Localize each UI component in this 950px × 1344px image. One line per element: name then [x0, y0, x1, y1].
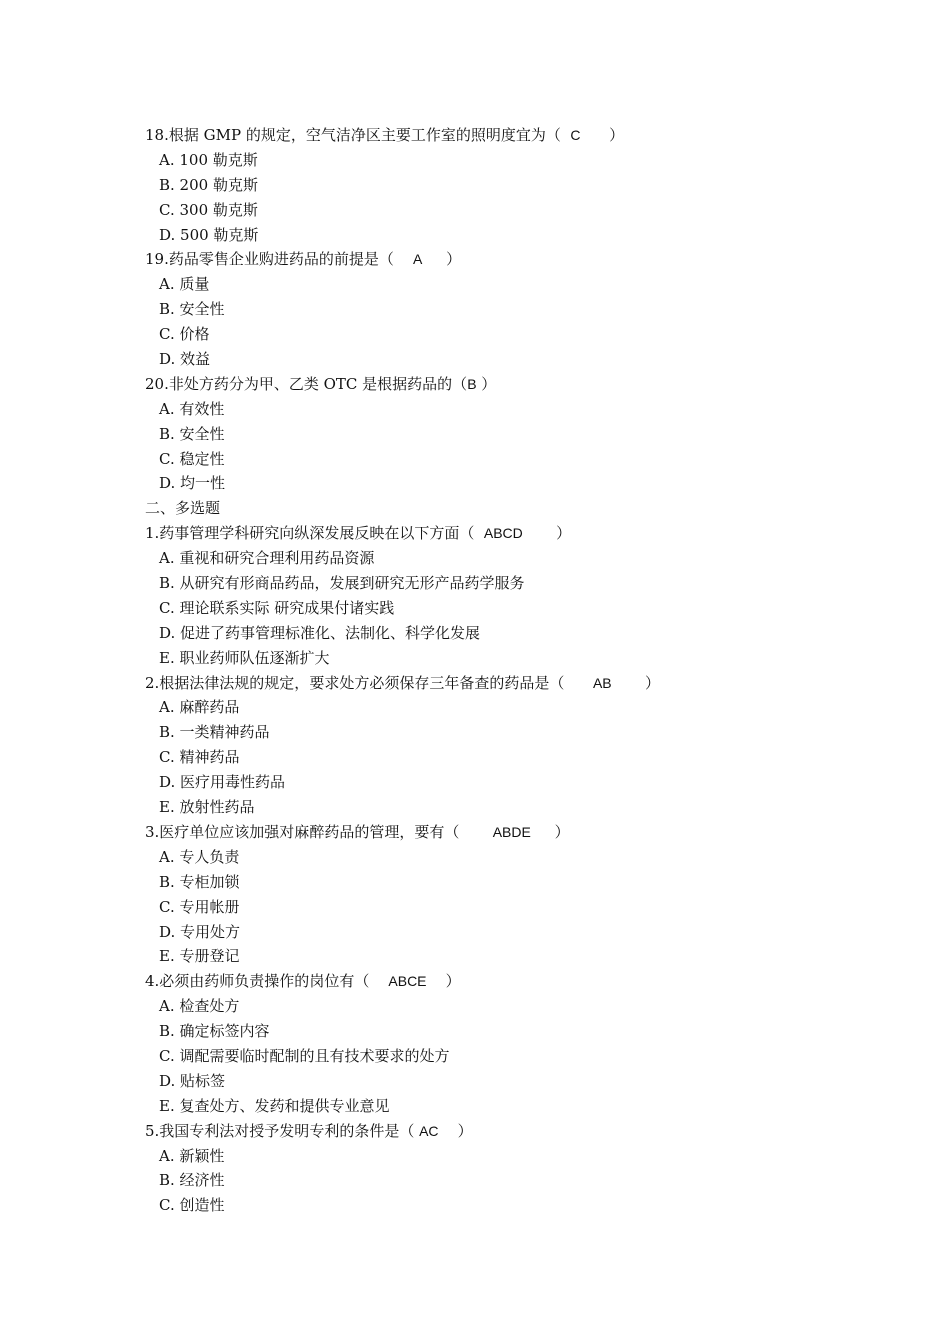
answer-option: E. 专册登记	[159, 947, 240, 966]
question-stem	[145, 521, 905, 546]
question-stem	[145, 969, 905, 994]
question-stem	[145, 247, 905, 272]
question-list	[145, 123, 905, 1218]
answer-option: B. 一类精神药品	[159, 723, 270, 742]
answer-option: E. 复查处方、发药和提供专业意见	[159, 1096, 390, 1115]
answer-key: ABCE	[388, 973, 427, 990]
answer-option: B. 经济性	[159, 1171, 225, 1190]
answer-key: AC	[419, 1122, 439, 1139]
answer-option: A. 重视和研究合理利用药品资源	[159, 549, 375, 568]
question-text: 3.医疗单位应该加强对麻醉药品的管理，要有（	[145, 822, 493, 841]
question-text: 18.根据 GMP 的规定，空气洁净区主要工作室的照明度宜为（	[145, 126, 571, 144]
answer-key: B	[467, 375, 477, 392]
answer-key: AB	[592, 674, 612, 691]
answer-option: B. 专柜加锁	[159, 872, 240, 891]
answer-option: D. 500 勒克斯	[159, 225, 259, 244]
answer-option: A. 100 勒克斯	[159, 150, 258, 169]
answer-option: D. 效益	[159, 350, 211, 369]
answer-option: E. 放射性药品	[159, 798, 255, 817]
question-text: 5.我国专利法对授予发明专利的条件是（	[145, 1121, 420, 1140]
question-bracket-close: ）	[422, 250, 462, 269]
question-stem	[145, 372, 905, 397]
answer-option: B. 从研究有形商品药品，发展到研究无形产品药学服务	[159, 574, 525, 593]
question-bracket-close: ）	[476, 374, 497, 393]
question-bracket-close: ）	[438, 1121, 473, 1140]
answer-option: E. 职业药师队伍逐渐扩大	[159, 648, 330, 667]
question-stem	[145, 1119, 905, 1144]
answer-option: D. 促进了药事管理标准化、法制化、科学化发展	[159, 623, 481, 642]
answer-option: C. 价格	[159, 325, 210, 344]
question-stem	[145, 123, 905, 148]
answer-option: C. 专用帐册	[159, 897, 240, 916]
answer-option: D. 贴标签	[159, 1071, 226, 1090]
answer-option: C. 精神药品	[159, 748, 240, 767]
question-bracket-close: ）	[426, 972, 461, 991]
answer-option: D. 均一性	[159, 474, 226, 493]
question-text: 19.药品零售企业购进药品的前提是（	[145, 250, 413, 269]
answer-option: C. 调配需要临时配制的且有技术要求的处方	[159, 1046, 450, 1065]
question-text: 1.药事管理学科研究向纵深发展反映在以下方面（	[145, 524, 484, 543]
question-bracket-close: ）	[580, 126, 625, 144]
answer-key: ABDE	[492, 823, 531, 840]
answer-option: A. 有效性	[159, 399, 225, 418]
answer-option: A. 专人负责	[159, 847, 240, 866]
answer-option: C. 创造性	[159, 1196, 225, 1215]
answer-option: B. 确定标签内容	[159, 1022, 270, 1041]
answer-key: ABCD	[483, 525, 523, 542]
answer-option: A. 质量	[159, 275, 210, 294]
answer-option: B. 安全性	[159, 424, 225, 443]
question-bracket-close: ）	[522, 524, 572, 543]
answer-option: A. 麻醉药品	[159, 698, 240, 717]
question-stem	[145, 820, 905, 845]
question-text: 4.必须由药师负责操作的岗位有（	[145, 972, 389, 991]
question-stem	[145, 671, 905, 696]
question-bracket-close: ）	[611, 673, 661, 692]
question-bracket-close: ）	[530, 822, 570, 841]
question-text: 2.根据法律法规的规定，要求处方必须保存三年备查的药品是（	[145, 673, 593, 692]
answer-option: C. 300 勒克斯	[159, 200, 258, 219]
section-heading: 二、多选题	[145, 499, 221, 518]
answer-key: A	[412, 251, 423, 268]
answer-option: A. 检查处方	[159, 997, 240, 1016]
question-text: 20.非处方药分为甲、乙类 OTC 是根据药品的（	[145, 374, 468, 393]
answer-option: C. 理论联系实际 研究成果付诸实践	[159, 598, 395, 617]
answer-option: C. 稳定性	[159, 449, 225, 468]
answer-option: A. 新颖性	[159, 1146, 225, 1165]
answer-option: B. 200 勒克斯	[159, 175, 258, 194]
answer-option: B. 安全性	[159, 300, 225, 319]
answer-key: C	[570, 127, 581, 143]
answer-option: D. 医疗用毒性药品	[159, 773, 286, 792]
answer-option: D. 专用处方	[159, 922, 241, 941]
